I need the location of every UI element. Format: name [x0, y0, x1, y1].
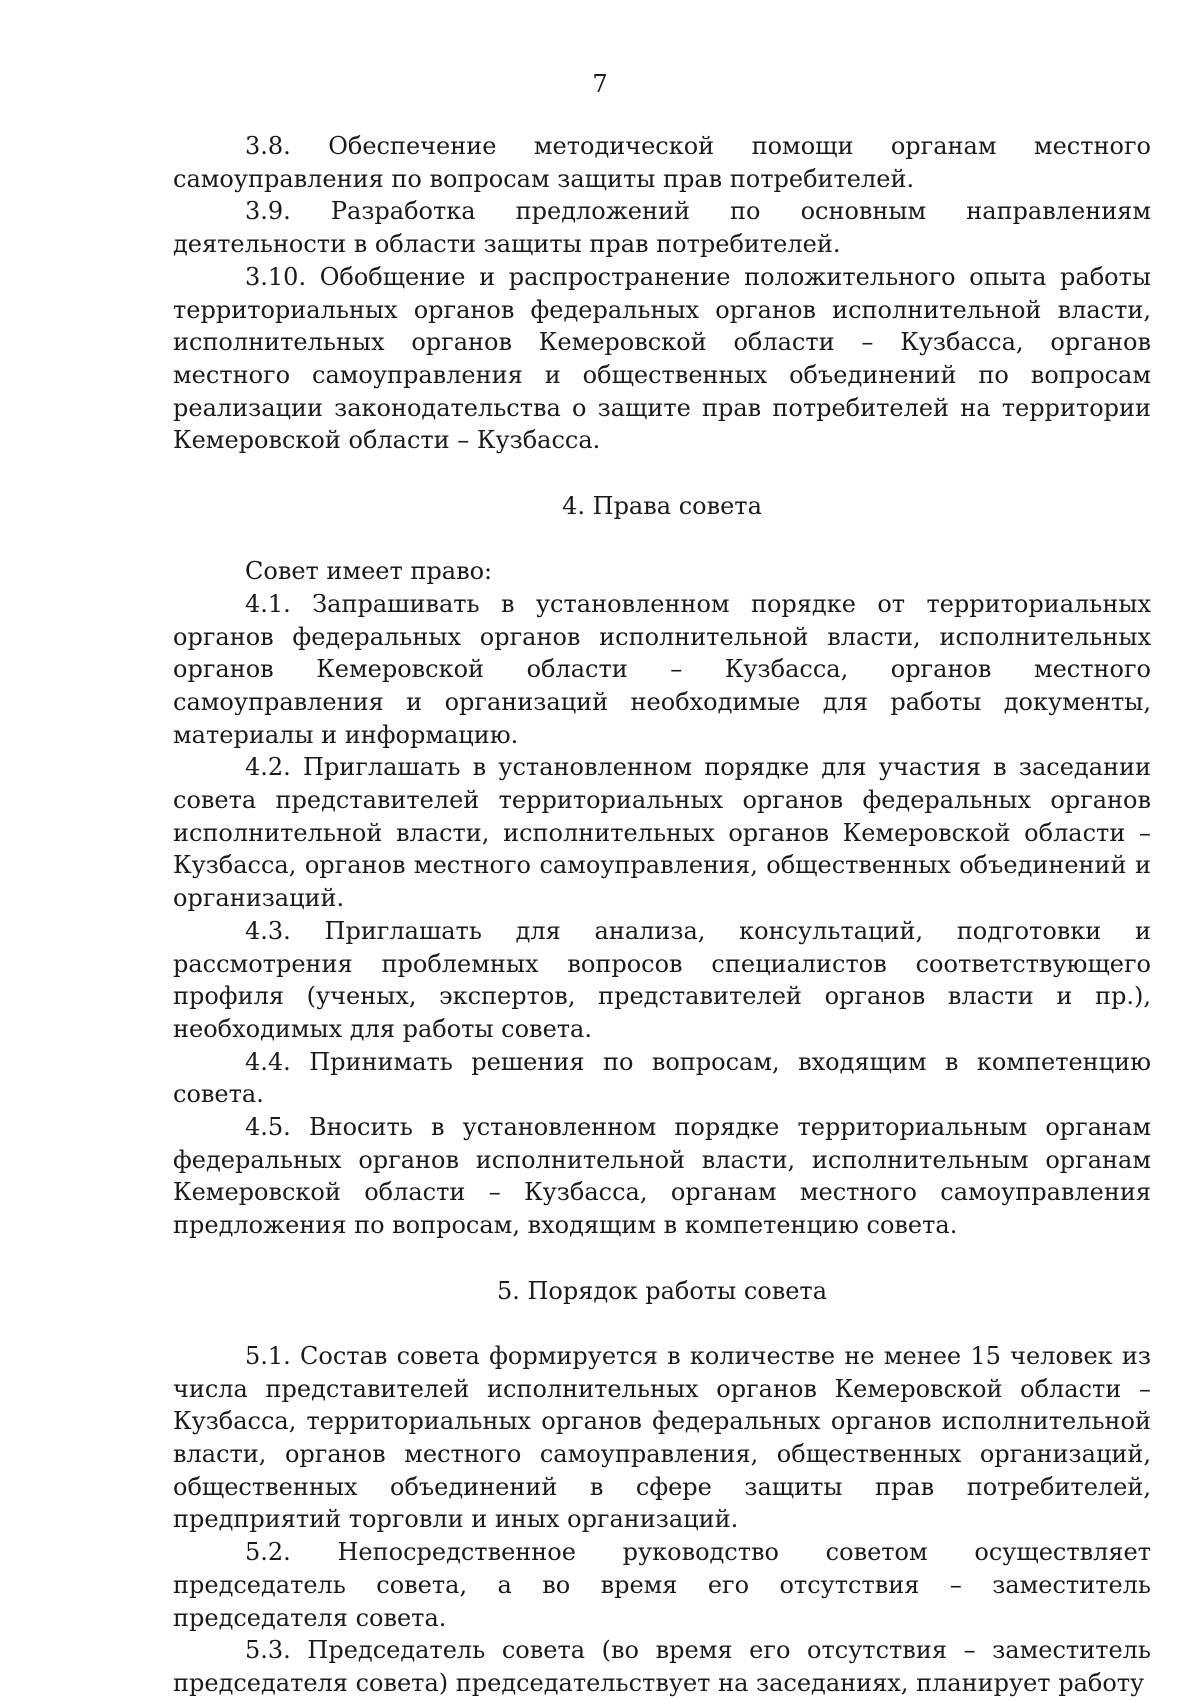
paragraph-3-10: 3.10. Обобщение и распространение положительного опыта работы территориальных органов федеральных органов исполнительной власти, исполнительных органов Кемеровской области – Кузбасса, органов местного самоуправления и общественных объединений по вопросам реализации законодательства о защите прав потребителей на территории Кемеровской области – Кузбасса. [173, 262, 1151, 455]
paragraph-3-8: 3.8. Обеспечение методической помощи органам местного самоуправления по вопросам защиты прав потребителей. [173, 132, 1151, 193]
paragraph-4-5: 4.5. Вносить в установленном порядке территориальным органам федеральных органов исполнительной власти, исполнительным органам Кемеровской области – Кузбасса, органам местного самоуправления предложения по вопросам, входящим в компетенцию совета. [173, 1113, 1151, 1240]
document-body [173, 130, 1151, 1700]
section-5-heading: 5. Порядок работы совета [496, 1276, 828, 1305]
paragraph-4-2: 4.2. Приглашать в установленном порядке для участия в заседании совета представителей территориальных органов федеральных органов исполнительной власти, исполнительных органов Кемеровской области – Кузбасса, органов местного самоуправления, общественных объединений и организаций. [173, 753, 1151, 913]
page-number: 7 [592, 70, 608, 98]
paragraph-5-2: 5.2. Непосредственное руководство советом осуществляет председатель совета, а во время его отсутствия – заместитель председателя совета. [173, 1538, 1151, 1632]
section-4-intro: Совет имеет право: [245, 557, 493, 586]
paragraph-4-1: 4.1. Запрашивать в установленном порядке от территориальных органов федеральных органов исполнительной власти, исполнительных органов Кемеровской области – Кузбасса, органов местного самоуправления и организаций необходимые для работы документы, материалы и информацию. [173, 589, 1151, 749]
paragraph-4-4: 4.4. Принимать решения по вопросам, входящим в компетенцию совета. [173, 1047, 1151, 1109]
section-4-heading: 4. Права совета [562, 491, 762, 520]
paragraph-5-1: 5.1. Состав совета формируется в количестве не менее 15 человек из числа представителей исполнительных органов Кемеровской области – Кузбасса, территориальных органов федеральных органов исполнительной власти, органов местного самоуправления, общественных организаций, общественных объединений в сфере защиты прав потребителей, предприятий торговли и иных организаций. [173, 1341, 1151, 1534]
paragraph-3-9: 3.9. Разработка предложений по основным направлениям деятельности в области защиты прав потребителей. [173, 197, 1151, 259]
paragraph-5-3: 5.3. Председатель совета (во время его отсутствия – заместитель председателя совета) председательствует на заседаниях, планирует работу [173, 1636, 1151, 1697]
paragraph-4-3: 4.3. Приглашать для анализа, консультаций, подготовки и рассмотрения проблемных вопросов специалистов соответствующего профиля (ученых, экспертов, представителей органов власти и пр.), необходимых для работы совета. [173, 916, 1151, 1043]
